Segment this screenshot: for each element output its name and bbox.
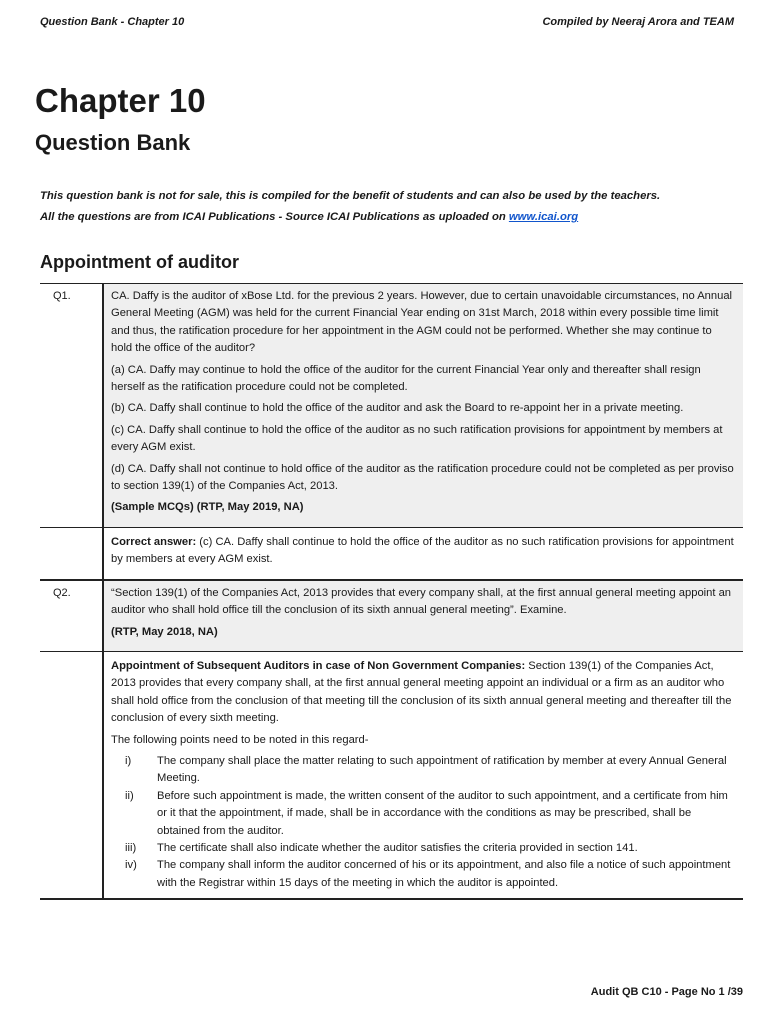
point-text: The company shall inform the auditor concerned of his or its appointment, and also file a notice of such appointment with the Registrar within 15 days of the meeting in which the auditor is appointed. [157, 859, 731, 889]
question-table [40, 283, 743, 900]
list-item [111, 753, 735, 788]
question-number: Q1. [40, 284, 104, 527]
notice [40, 186, 750, 228]
point-text: The company shall place the matter relating to such appointment of ratification by member at every Annual General Meeting. [157, 754, 727, 785]
page-footer: Audit QB C10 - Page No 1 /39 [590, 986, 743, 998]
question-text: CA. Daffy is the auditor of xBose Ltd. for the previous 2 years. However, due to certain unavoidable circumstances, no Annual General Meeting (AGM) was held for the current Financial Year ending on 31st March, 2018 within every possible time limit and thus, the ratification procedure for her appointment in the AGM could not be performed. Whether she may continue to hold the office of the auditor? [111, 290, 733, 355]
question-cell [104, 284, 743, 527]
point-number: iv) [125, 859, 137, 872]
answer-text: (c) CA. Daffy shall continue to hold the office of the auditor as no such ratification provisions for appointment by members at every AGM exist. [111, 535, 734, 566]
question-cell [104, 581, 743, 651]
question-number: Q2. [40, 581, 104, 651]
option-b: (b) CA. Daffy shall continue to hold the office of the auditor and ask the Board to re-appoint her in a private meeting. [111, 402, 684, 415]
answer-label: Correct answer: [111, 535, 197, 548]
chapter-subtitle: Question Bank [35, 130, 191, 155]
notice-line-2-text: All the questions are from ICAI Publications - Source ICAI Publications as uploaded on [40, 211, 509, 223]
answer-cell [104, 528, 743, 579]
option-c: (c) CA. Daffy shall continue to hold the office of the auditor as no such ratification provisions for appointment by members at every AGM exist. [111, 423, 723, 454]
answer-cell [104, 652, 743, 898]
point-number: ii) [125, 789, 134, 802]
notice-line-1: This question bank is not for sale, this is compiled for the benefit of students and can also be used by the teachers. [40, 190, 661, 202]
section-title: Appointment of auditor [40, 252, 239, 272]
table-row [40, 284, 743, 528]
point-text: Before such appointment is made, the written consent of the auditor to such appointment, and a certificate from him or it that the appointment, if made, shall be in accordance with the conditions as may be prescribed, shall be obtained from the auditor. [157, 789, 728, 837]
point-number: iii) [125, 841, 137, 854]
question-number-empty [40, 652, 104, 898]
list-item [111, 788, 735, 840]
list-item [111, 840, 735, 857]
option-d: (d) CA. Daffy shall not continue to hold office of the auditor as the ratification procedure could not be completed as per proviso to section 139(1) of the Companies Act, 2013. [111, 462, 734, 493]
table-row [40, 528, 743, 581]
option-a: (a) CA. Daffy may continue to hold the office of the auditor for the current Financial Year only and thereafter shall resign herself as the ratification procedure could not be completed. [111, 363, 701, 394]
notice-line-2 [40, 207, 750, 228]
page-header-left: Question Bank - Chapter 10 [40, 16, 185, 28]
table-row [40, 652, 743, 900]
table-row [40, 581, 743, 652]
point-number: i) [125, 754, 132, 767]
points-list [111, 753, 735, 892]
question-source: (Sample MCQs) (RTP, May 2019, NA) [111, 501, 304, 514]
answer-intro: Section 139(1) of the Companies Act, 2013 provides that every company shall, at the first annual general meeting appoint an individual or a firm as an auditor who shall hold office from the conclusion of that meeting till the conclusion of its sixth annual general meeting and thereafter till the conclusion of every sixth meeting. [111, 659, 732, 725]
question-source: (RTP, May 2018, NA) [111, 625, 218, 638]
icai-link[interactable]: www.icai.org [508, 211, 579, 223]
list-item [111, 857, 735, 892]
points-intro: The following points need to be noted in this regard- [111, 733, 369, 746]
answer-heading: Appointment of Subsequent Auditors in case of Non Government Companies: [111, 659, 526, 672]
chapter-title: Chapter 10 [35, 82, 206, 119]
page-header-right: Compiled by Neeraj Arora and TEAM [542, 16, 734, 28]
question-text: “Section 139(1) of the Companies Act, 2013 provides that every company shall, at the first annual general meeting appoint an auditor who shall hold office till the conclusion of its sixth annual general meeting”. Examine. [111, 586, 732, 617]
question-number-empty [40, 528, 104, 579]
point-text: The certificate shall also indicate whether the auditor satisfies the criteria provided in section 141. [157, 841, 638, 854]
